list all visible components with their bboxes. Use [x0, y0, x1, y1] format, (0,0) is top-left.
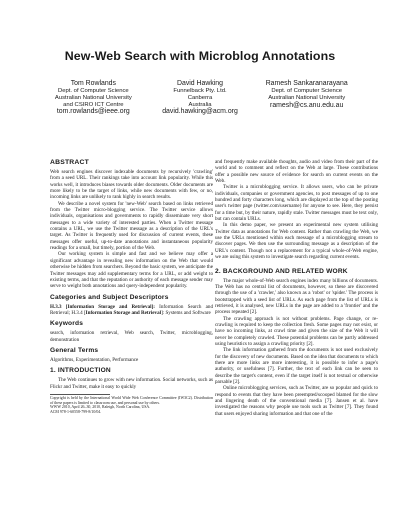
intro-continued-paragraph: In this demo paper, we present an experimental new system utilising Twitter data as annotations for Web content. Rather than crawling the Web, we use the URLs mentioned within each message of a microblogging stream to discover pages. We then use the surrounding message as a description of the URL's content. Though not a replacement for a typical whole-of-Web engine, we are using this system to investigate search regarding current events. [215, 222, 378, 261]
copyright-venue: WWW 2010, April 26–30, 2010, Raleigh, North Carolina, USA. [50, 405, 151, 410]
category-code: Information Storage and Retrieval [85, 309, 162, 316]
abstract-heading: ABSTRACT [50, 159, 89, 166]
general-terms-heading: General Terms [50, 346, 99, 354]
background-heading: 2. BACKGROUND AND RELATED WORK [215, 267, 348, 275]
author-affiliation: and CSIRO ICT Centre [63, 101, 124, 108]
background-paragraph: The major whole-of-Web search engines index many billions of documents. The Web has no central list of documents, however, so these are discovered through the use of a 'crawler,' also known as a 'robot' or 'spider.' The process is bootstrapped with a seed list of URLs. As each page from the list of URLs is retrieved, it is analysed, new URLs in the page are added to a 'frontier' and the process repeated [2]. [215, 277, 378, 316]
category-desc: Information Search and Retrieval; H.3.4 [ [50, 303, 213, 316]
author-affiliation: Australia [188, 101, 212, 108]
background-paragraph: The crawling approach is not without problems. Page change, or re-crawling is required to keep the collection fresh. Some pages may not exist, or have no incoming links, at crawl time and given the size of the Web it will never be completely crawled. These potential problems can be partly addressed using heuristics to assign a crawling priority [2]. [215, 315, 378, 347]
category-code: H.3.3 [Information Storage and Retrieval]: [50, 303, 155, 310]
author-name: David Hawking [177, 80, 223, 87]
paper-title: New-Web Search with Microblog Annotations [64, 49, 336, 63]
category-desc: ]: Systems and Software [161, 309, 211, 316]
copyright-notice: Copyright is held by the International World Wide Web Conference Committee (IW3C2). Distribution of these papers is limited to classroom use, and personal use by others. [50, 395, 213, 405]
author-email: david.hawking@acm.org [162, 108, 238, 116]
footnote-rule [50, 394, 110, 395]
introduction-heading: 1. INTRODUCTION [50, 367, 111, 375]
right-column [215, 159, 378, 417]
intro-continued-paragraph: Twitter is a microblogging service. It allows users, who can be private individuals, companies or government agencies, to post messages of up to one hundred and forty characters long, which are displayed at the top of the posting user's twitter page (twitter.com/username) for anyone to see. Here, they persist for a time but, by their nature, rapidly stale. Twitter messages must be text only, but can contain URLs. [215, 184, 378, 223]
author-affiliation: Funnelback Pty. Ltd. [173, 88, 227, 95]
author-name: Tom Rowlands [70, 80, 116, 87]
copyright-isbn: ACM 978-1-60558-799-8/10/04. [50, 409, 102, 414]
general-terms-text: Algorithms, Experimentation, Performance [50, 356, 139, 363]
abstract-paragraph: Web search engines discover indexable documents by recursively 'crawling' from a seed URL. Their rankings take into account link popularity. While this works well, it introduces biases towards older documents. Older documents are more likely to be the target of links, while new documents with few, or no, incoming links are unlikely to rank highly in search results. [50, 169, 213, 201]
author-affiliation: Canberra [187, 94, 213, 101]
author-affiliation: Dept. of Computer Science [271, 88, 343, 95]
background-paragraph: Online microblogging services, such as Twitter, are so popular and quick to respond to events that they have been preempted/scooped blamed for the slow and lingering death of the conventional media [7]. Jansen et al. have investigated the reasons why people use tools such as Twitter [7]. They found that users enjoyed sharing information and that one of the [215, 385, 378, 417]
author-affiliation: Australian National University [54, 94, 132, 101]
author-email: ramesh@cs.anu.edu.au [270, 101, 344, 109]
abstract-paragraph: We describe a novel system for 'new-Web' search based on links retrieved from the Twitter micro-blogging service. The Twitter service allows individuals, organisations and governments to rapidly disseminate very short messages to a wide variety of interested parties. When a Twitter message contains a URL, we use the Twitter message as a description of the URL's target. As Twitter is frequently used for discussion of current events, these messages offer useful, up-to-date annotations and instantaneous popularity readings for a small, but timely, portion of the Web. [50, 200, 213, 252]
author-1 [40, 80, 147, 116]
author-affiliation: Dept. of Computer Science [57, 88, 129, 95]
author-2 [147, 80, 254, 116]
author-email: tom.rowlands@ieee.org [56, 108, 130, 116]
author-name: Ramesh Sankaranarayana [265, 80, 348, 87]
abstract-paragraph: Our working system is simple and fast and we believe may offer a significant advantage in revealing new information on the Web that would otherwise be hidden from searchers. Beyond the basic system, we anticipate the Twitter messages may add supplementary terms for a URL, or add weight to existing terms, and that the reputation or authority of each message sender may serve to weight both annotations and query-independent popularity. [50, 251, 213, 290]
author-affiliation: Australian National University [268, 94, 346, 101]
keywords-heading: Keywords [50, 320, 84, 328]
left-column [50, 159, 213, 414]
author-3 [253, 80, 360, 116]
author-block [40, 80, 360, 116]
categories-heading: Categories and Subject Descriptors [50, 293, 169, 301]
categories-text [50, 304, 213, 317]
background-paragraph: The link information gathered from the documents is not used exclusively for the discovery of new documents. Based on the idea that documents to which there are more links are more interesting, it is possible to infer a page's authority, or usefulness [7]. Further, the text of each link can be seen to describe the target's content, even if the target itself is not textual or otherwise parsable [2]. [215, 347, 378, 385]
intro-continued-paragraph: and frequently make available thoughts, audio and video from their part of the world and to comment and reflect on the Web at large. These contributions offer a possible new source of evidence for search on current events on the Web. [215, 159, 378, 185]
keywords-text: search, information retrieval, Web search, Twitter, microblogging, demonstration [50, 330, 213, 343]
introduction-paragraph: The Web continues to grow with new information. Social networks, such as Flickr and Twitter, make it easy to quickly [50, 377, 213, 390]
